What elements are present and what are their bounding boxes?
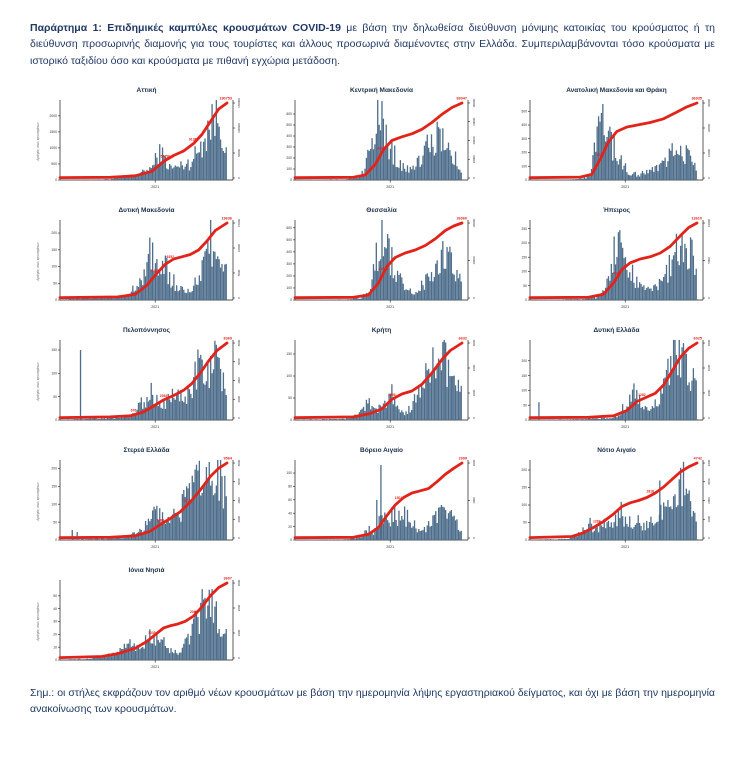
daily-cases-bars xyxy=(537,340,697,420)
svg-text:1282: 1282 xyxy=(593,519,601,524)
cumulative-total-label: 13610 xyxy=(691,216,702,221)
region-chart xyxy=(265,203,480,315)
svg-text:100000: 100000 xyxy=(237,122,241,133)
svg-text:80000: 80000 xyxy=(472,98,476,107)
svg-text:150: 150 xyxy=(51,247,57,252)
svg-text:10000: 10000 xyxy=(237,243,241,252)
x-axis-tick-label: 2021 xyxy=(621,184,630,189)
y-axis-ticks xyxy=(521,109,530,182)
svg-text:0: 0 xyxy=(707,296,711,299)
svg-text:2392: 2392 xyxy=(159,393,168,398)
svg-text:50: 50 xyxy=(53,593,57,598)
svg-text:14035: 14035 xyxy=(378,266,389,271)
svg-text:100: 100 xyxy=(521,388,527,393)
region-chart-svg xyxy=(500,443,715,555)
svg-text:0: 0 xyxy=(707,416,711,419)
svg-text:400: 400 xyxy=(286,133,292,138)
svg-text:6000: 6000 xyxy=(707,339,711,347)
svg-text:4000: 4000 xyxy=(472,364,476,372)
y-axis-ticks xyxy=(51,348,60,422)
svg-text:50: 50 xyxy=(53,281,57,286)
svg-text:0: 0 xyxy=(237,416,241,419)
cumulative-annotations xyxy=(379,267,389,271)
svg-text:50: 50 xyxy=(523,283,527,288)
y-axis-ticks xyxy=(286,471,295,542)
x-axis-tick-label: 2021 xyxy=(386,544,395,549)
x-axis-tick-label: 2021 xyxy=(621,544,630,549)
svg-text:60000: 60000 xyxy=(472,117,476,126)
charts-grid xyxy=(30,83,715,675)
footnote xyxy=(30,685,715,718)
footnote-text: οι στήλες εκφράζουν τον αριθμό νέων κρουσμάτων με βάση την ημερομηνία λήψης εργαστηριακού δείγματος, και όχι με βάση την ημερομηνία ανακοίνωσης των κρουσμάτων. xyxy=(30,686,715,716)
daily-cases-bars xyxy=(533,230,697,300)
svg-text:0: 0 xyxy=(290,417,292,422)
cumulative-annotations xyxy=(377,146,387,150)
svg-text:4000: 4000 xyxy=(237,377,241,384)
svg-text:200: 200 xyxy=(51,231,57,236)
cumulative-axis-ticks xyxy=(233,218,241,298)
svg-text:1000: 1000 xyxy=(49,145,57,150)
cumulative-annotations xyxy=(148,610,197,635)
svg-text:0: 0 xyxy=(707,536,711,539)
y-axis-ticks xyxy=(521,359,530,422)
svg-text:100: 100 xyxy=(286,373,292,378)
svg-text:15000: 15000 xyxy=(237,218,241,227)
region-chart-svg xyxy=(500,323,715,435)
chart-title: Νότιο Αιγαίο xyxy=(597,446,636,454)
cumulative-total-label: 190753 xyxy=(219,96,232,101)
cumulative-axis-ticks xyxy=(703,98,711,178)
svg-text:5000: 5000 xyxy=(707,257,711,264)
svg-text:0: 0 xyxy=(472,296,476,299)
cumulative-total-label: 2999 xyxy=(458,456,467,461)
svg-text:2389: 2389 xyxy=(156,518,164,523)
cumulative-axis-ticks xyxy=(233,98,241,179)
x-axis-tick-label: 2021 xyxy=(621,304,630,309)
svg-text:2000: 2000 xyxy=(237,604,241,612)
svg-text:150: 150 xyxy=(51,484,57,489)
svg-text:4000: 4000 xyxy=(707,364,711,372)
region-chart xyxy=(265,443,480,555)
chart-title: Πελοπόννησος xyxy=(122,326,171,334)
svg-text:100: 100 xyxy=(51,264,57,269)
region-chart xyxy=(500,83,715,195)
svg-text:100: 100 xyxy=(286,166,292,171)
svg-text:100: 100 xyxy=(286,285,292,290)
y-axis-ticks xyxy=(286,226,295,302)
svg-text:300: 300 xyxy=(286,144,292,149)
cumulative-total-label: 26060 xyxy=(456,216,467,221)
chart-title: Ιόνια Νησιά xyxy=(128,566,165,574)
svg-text:100: 100 xyxy=(51,502,57,507)
x-axis-tick-label: 2021 xyxy=(386,304,395,309)
svg-text:400: 400 xyxy=(521,122,527,127)
svg-text:40: 40 xyxy=(53,606,57,611)
svg-text:300: 300 xyxy=(286,261,292,266)
cumulative-axis-ticks xyxy=(703,459,711,538)
appendix-paragraph xyxy=(30,20,715,69)
svg-text:5121: 5121 xyxy=(613,271,621,276)
svg-text:20000: 20000 xyxy=(472,218,476,227)
chart-title: Δυτική Ελλάδα xyxy=(593,326,640,334)
cumulative-axis-ticks xyxy=(468,459,476,538)
region-chart-svg xyxy=(30,83,245,195)
svg-text:0: 0 xyxy=(55,657,57,662)
svg-text:50: 50 xyxy=(53,520,57,525)
svg-text:41929: 41929 xyxy=(377,146,387,151)
x-axis-tick-label: 2021 xyxy=(151,664,160,669)
svg-text:0: 0 xyxy=(525,417,527,422)
svg-text:91385: 91385 xyxy=(188,137,199,142)
svg-text:8710: 8710 xyxy=(596,152,604,157)
region-chart xyxy=(500,203,715,315)
svg-text:40: 40 xyxy=(288,511,292,516)
svg-text:20000: 20000 xyxy=(707,123,711,132)
svg-text:0: 0 xyxy=(525,537,527,542)
y-axis-title: Αριθμός νέων κρουσμάτων xyxy=(36,122,40,161)
cumulative-axis-ticks xyxy=(703,218,711,298)
y-axis-ticks xyxy=(49,114,60,182)
svg-text:54456: 54456 xyxy=(160,154,170,159)
y-axis-title: Αριθμός νέων κρουσμάτων xyxy=(36,602,40,641)
cumulative-annotations xyxy=(638,393,646,397)
cumulative-axis-ticks xyxy=(468,339,476,418)
svg-text:6000: 6000 xyxy=(472,339,476,347)
cumulative-axis-ticks xyxy=(233,579,241,658)
cumulative-total-label: 6025 xyxy=(693,336,702,341)
svg-text:3000: 3000 xyxy=(707,478,711,485)
cumulative-total-label: 8369 xyxy=(223,336,232,341)
svg-text:4461: 4461 xyxy=(151,268,159,273)
svg-text:500: 500 xyxy=(286,237,292,242)
svg-text:150: 150 xyxy=(521,485,527,490)
svg-text:6000: 6000 xyxy=(237,358,241,365)
svg-text:0: 0 xyxy=(525,297,527,302)
chart-title: Θεσσαλία xyxy=(366,206,397,214)
daily-cases-bars xyxy=(60,589,227,660)
region-chart-svg xyxy=(30,203,245,315)
region-chart-svg xyxy=(265,443,480,555)
svg-text:400: 400 xyxy=(286,249,292,254)
region-chart-svg xyxy=(500,203,715,315)
x-axis-tick-label: 2021 xyxy=(151,544,160,549)
region-chart-svg xyxy=(30,563,245,675)
svg-text:0: 0 xyxy=(472,536,476,539)
svg-text:10: 10 xyxy=(53,645,57,650)
svg-text:150000: 150000 xyxy=(237,97,241,108)
svg-text:50: 50 xyxy=(53,394,57,399)
svg-text:200: 200 xyxy=(521,467,527,472)
cumulative-total-label: 3607 xyxy=(223,576,232,581)
x-axis-tick-label: 2021 xyxy=(386,424,395,429)
svg-text:20: 20 xyxy=(288,524,292,529)
svg-text:0: 0 xyxy=(472,416,476,419)
y-axis-title: Αριθμός νέων κρουσμάτων xyxy=(36,482,40,521)
svg-text:0: 0 xyxy=(237,296,241,299)
svg-text:1896: 1896 xyxy=(388,392,396,397)
svg-text:500: 500 xyxy=(286,122,292,127)
svg-text:5000: 5000 xyxy=(237,269,241,277)
svg-text:0: 0 xyxy=(55,417,57,422)
cumulative-total-label: 4742 xyxy=(693,456,702,461)
x-axis-tick-label: 2021 xyxy=(151,184,160,189)
svg-text:2000: 2000 xyxy=(707,497,711,504)
svg-text:2000: 2000 xyxy=(237,395,241,403)
svg-text:1000: 1000 xyxy=(237,629,241,637)
svg-text:500: 500 xyxy=(521,109,527,114)
svg-text:676: 676 xyxy=(130,408,137,413)
y-axis-ticks xyxy=(286,112,295,182)
svg-text:5113: 5113 xyxy=(183,498,191,503)
region-chart xyxy=(30,443,245,555)
region-chart-svg xyxy=(265,203,480,315)
chart-title: Δυτική Μακεδονία xyxy=(118,206,175,214)
region-chart xyxy=(265,83,480,195)
svg-text:250: 250 xyxy=(521,226,527,231)
cumulative-annotations xyxy=(388,393,396,397)
region-chart xyxy=(500,323,715,435)
x-axis-tick-label: 2021 xyxy=(386,184,395,189)
svg-text:10000: 10000 xyxy=(707,148,711,157)
svg-text:20: 20 xyxy=(53,632,57,637)
svg-text:200: 200 xyxy=(286,155,292,160)
svg-text:600: 600 xyxy=(286,111,292,116)
region-chart-svg xyxy=(30,323,245,435)
chart-title: Κεντρική Μακεδονία xyxy=(350,86,413,94)
cumulative-total-label: 6632 xyxy=(458,336,467,341)
svg-text:1000: 1000 xyxy=(472,497,476,504)
y-axis-title: Αριθμός νέων κρουσμάτων xyxy=(36,362,40,401)
region-chart xyxy=(265,323,480,435)
svg-text:0: 0 xyxy=(55,297,57,302)
cumulative-total-label: 36935 xyxy=(691,96,702,101)
svg-text:8000: 8000 xyxy=(237,339,241,347)
svg-text:2818: 2818 xyxy=(646,489,655,494)
svg-text:6000: 6000 xyxy=(237,478,241,485)
region-chart xyxy=(30,563,245,675)
chart-title: Κρήτη xyxy=(371,326,392,334)
svg-text:0: 0 xyxy=(290,537,292,542)
y-axis-title: Αριθμός νέων κρουσμάτων xyxy=(36,242,40,281)
svg-text:3000: 3000 xyxy=(237,579,241,587)
svg-text:50: 50 xyxy=(523,520,527,525)
y-axis-ticks xyxy=(521,468,530,542)
region-chart-svg xyxy=(265,83,480,195)
svg-text:150: 150 xyxy=(521,373,527,378)
x-axis-tick-label: 2021 xyxy=(621,424,630,429)
svg-text:50000: 50000 xyxy=(237,148,241,157)
svg-text:2000: 2000 xyxy=(707,389,711,397)
svg-text:200: 200 xyxy=(286,273,292,278)
svg-text:30000: 30000 xyxy=(707,98,711,107)
svg-text:100: 100 xyxy=(521,502,527,507)
svg-text:0: 0 xyxy=(290,297,292,302)
svg-text:60: 60 xyxy=(288,497,292,502)
svg-text:1000: 1000 xyxy=(707,515,711,523)
svg-text:30: 30 xyxy=(53,619,57,624)
svg-text:0: 0 xyxy=(290,177,292,182)
x-axis-tick-label: 2021 xyxy=(151,304,160,309)
svg-text:0: 0 xyxy=(237,536,241,539)
svg-text:2000: 2000 xyxy=(49,113,57,118)
daily-cases-bars xyxy=(530,462,697,540)
y-axis-ticks xyxy=(51,231,60,302)
svg-text:100: 100 xyxy=(51,371,57,376)
y-axis-ticks xyxy=(286,352,295,422)
cumulative-total-label: 83047 xyxy=(456,96,467,101)
svg-text:0: 0 xyxy=(237,656,241,659)
cumulative-axis-ticks xyxy=(468,218,476,298)
cumulative-axis-ticks xyxy=(468,98,476,178)
svg-text:6352: 6352 xyxy=(166,254,174,259)
daily-cases-bars xyxy=(76,100,227,180)
appendix-heading: Παράρτημα 1: Επιδημικές καμπύλες κρουσμάτων COVID-19 xyxy=(30,22,341,34)
cumulative-axis-ticks xyxy=(233,339,241,418)
svg-text:100: 100 xyxy=(521,269,527,274)
svg-text:200: 200 xyxy=(51,466,57,471)
region-chart-svg xyxy=(30,443,245,555)
svg-text:150: 150 xyxy=(51,347,57,352)
svg-text:0: 0 xyxy=(707,176,711,179)
region-chart xyxy=(500,443,715,555)
svg-text:600: 600 xyxy=(286,225,292,230)
svg-text:1500: 1500 xyxy=(49,129,57,134)
daily-cases-bars xyxy=(298,220,462,300)
svg-text:0: 0 xyxy=(55,537,57,542)
chart-title: Βόρειο Αιγαίο xyxy=(360,446,403,454)
appendix-text: με βάση την δηλωθείσα διεύθυνση μόνιμης κατοικίας του κρούσματος ή τη διεύθυνση προσωρινής διαμονής για τους τουρίστες και άλλους προσωρινά διαμένοντες στην Ελλάδα. Συμπεριλαμβάνονται τόσο κρούσματα με ιστορικό ταξιδίου όσο και κρούσματα με πιθανή εγχώρια μετάδοση. xyxy=(30,22,715,67)
chart-title: Στερεά Ελλάδα xyxy=(123,446,170,454)
region-chart-svg xyxy=(265,323,480,435)
svg-text:2000: 2000 xyxy=(472,389,476,397)
chart-title: Αττική xyxy=(136,86,157,94)
svg-text:10000: 10000 xyxy=(707,218,711,227)
cumulative-total-label: 9564 xyxy=(223,456,232,461)
svg-text:0: 0 xyxy=(55,177,57,182)
svg-text:2000: 2000 xyxy=(472,459,476,467)
svg-text:50: 50 xyxy=(523,403,527,408)
y-axis-ticks xyxy=(53,594,60,662)
region-chart-svg xyxy=(500,83,715,195)
daily-cases-bars xyxy=(295,340,462,420)
chart-title: Ανατολική Μακεδονία και Θράκη xyxy=(566,86,667,94)
svg-text:8000: 8000 xyxy=(237,459,241,467)
region-chart xyxy=(30,323,245,435)
region-chart xyxy=(30,203,245,315)
svg-text:1501: 1501 xyxy=(394,495,403,500)
svg-text:150: 150 xyxy=(286,351,292,356)
svg-text:200: 200 xyxy=(521,358,527,363)
chart-title: Ήπειρος xyxy=(602,206,631,214)
cumulative-total-label: 19636 xyxy=(221,216,232,221)
svg-text:0: 0 xyxy=(472,176,476,179)
region-chart xyxy=(30,83,245,195)
svg-text:0: 0 xyxy=(525,177,527,182)
svg-text:10000: 10000 xyxy=(472,256,476,265)
svg-text:200: 200 xyxy=(521,240,527,245)
svg-text:100: 100 xyxy=(286,471,292,476)
daily-cases-bars xyxy=(296,100,461,180)
svg-text:2000: 2000 xyxy=(237,515,241,523)
svg-text:300: 300 xyxy=(521,136,527,141)
footnote-label: Σημ.: xyxy=(30,686,55,699)
cumulative-annotations xyxy=(596,153,604,157)
cumulative-annotations xyxy=(395,496,403,500)
svg-text:4000: 4000 xyxy=(707,459,711,467)
svg-text:1282: 1282 xyxy=(638,392,646,397)
cumulative-axis-ticks xyxy=(703,339,711,418)
cumulative-axis-ticks xyxy=(233,459,241,538)
svg-text:50: 50 xyxy=(288,395,292,400)
svg-text:20000: 20000 xyxy=(472,155,476,164)
x-axis-tick-label: 2021 xyxy=(151,424,160,429)
cumulative-annotations xyxy=(613,271,621,275)
svg-text:150: 150 xyxy=(521,255,527,260)
svg-text:500: 500 xyxy=(51,161,57,166)
cumulative-annotations xyxy=(160,137,198,158)
svg-text:4000: 4000 xyxy=(237,497,241,504)
svg-text:2046: 2046 xyxy=(189,609,198,614)
svg-text:1035: 1035 xyxy=(148,630,156,635)
svg-text:40000: 40000 xyxy=(472,136,476,145)
daily-cases-bars xyxy=(60,341,227,420)
daily-cases-bars xyxy=(60,460,227,540)
svg-text:100: 100 xyxy=(521,164,527,169)
svg-text:200: 200 xyxy=(521,150,527,155)
svg-text:80: 80 xyxy=(288,484,292,489)
svg-text:0: 0 xyxy=(237,176,241,179)
y-axis-ticks xyxy=(51,466,60,542)
y-axis-ticks xyxy=(521,227,530,302)
